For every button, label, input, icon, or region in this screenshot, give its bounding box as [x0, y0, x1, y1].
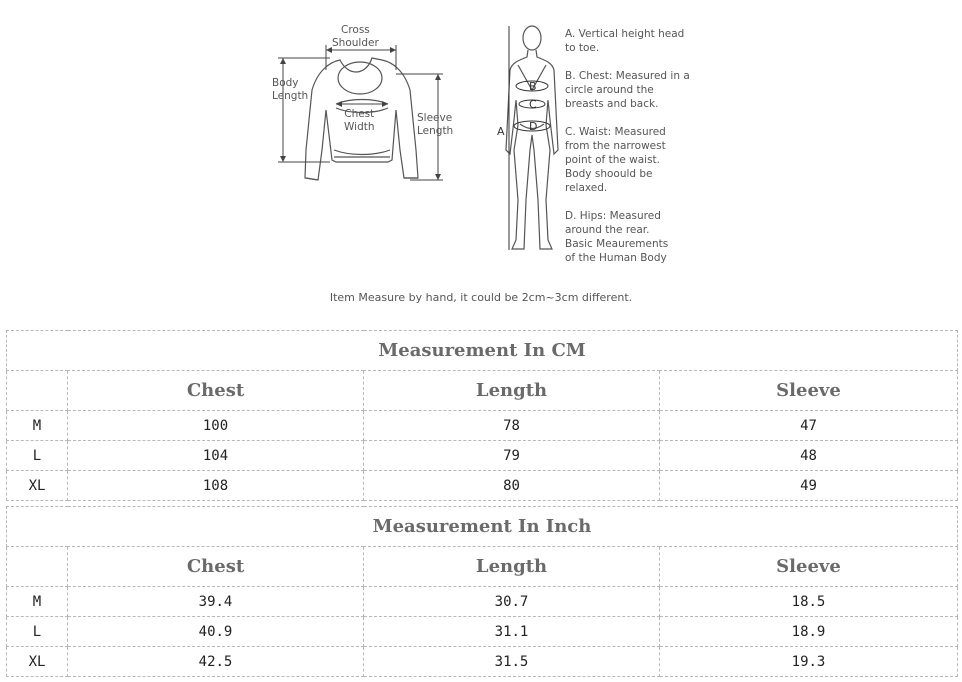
chest-value: 108 [68, 471, 364, 501]
column-header-chest: Chest [68, 371, 364, 411]
column-header-chest: Chest [68, 547, 364, 587]
size-label: M [7, 411, 68, 441]
sleeve-length-label: Sleeve Length [417, 112, 454, 137]
table-corner [7, 547, 68, 587]
length-value: 31.1 [364, 617, 660, 647]
table-row [7, 411, 958, 441]
cross-shoulder-label: Cross Shoulder [332, 24, 379, 49]
measurement-footnote: Item Measure by hand, it could be 2cm~3cm different. [329, 291, 633, 304]
figure-letter-b: B [529, 80, 537, 93]
sleeve-value: 47 [660, 411, 958, 441]
length-value: 80 [364, 471, 660, 501]
body-length-label: Body Length [272, 77, 309, 102]
length-value: 79 [364, 441, 660, 471]
column-header-sleeve: Sleeve [660, 371, 958, 411]
column-header-length: Length [364, 371, 660, 411]
figure-letter-d: D [529, 120, 538, 133]
size-table-cm [6, 330, 958, 501]
table-title: Measurement In CM [7, 331, 958, 371]
chest-value: 39.4 [68, 587, 364, 617]
sleeve-value: 19.3 [660, 647, 958, 677]
table-row [7, 471, 958, 501]
length-value: 31.5 [364, 647, 660, 677]
sleeve-value: 49 [660, 471, 958, 501]
chest-value: 104 [68, 441, 364, 471]
table-corner [7, 371, 68, 411]
table-row [7, 587, 958, 617]
size-label: L [7, 441, 68, 471]
body-figure [506, 26, 558, 249]
size-label: L [7, 617, 68, 647]
chest-value: 42.5 [68, 647, 364, 677]
table-title: Measurement In Inch [7, 507, 958, 547]
measurement-diagram [0, 0, 962, 330]
table-row [7, 441, 958, 471]
size-label: XL [7, 471, 68, 501]
table-row [7, 617, 958, 647]
size-label: XL [7, 647, 68, 677]
figure-letter-c: C [529, 98, 537, 111]
chest-width-label: Chest Width [344, 108, 375, 133]
sleeve-value: 18.5 [660, 587, 958, 617]
figure-letter-a: A [497, 125, 505, 138]
length-value: 78 [364, 411, 660, 441]
size-table-inch [6, 506, 958, 677]
sleeve-value: 48 [660, 441, 958, 471]
column-header-length: Length [364, 547, 660, 587]
column-header-sleeve: Sleeve [660, 547, 958, 587]
length-value: 30.7 [364, 587, 660, 617]
note-chest: B. Chest: Measured in a circle around the breasts and back. [565, 70, 690, 110]
note-hips: D. Hips: Measured around the rear. Basic Meaurements of the Human Body [565, 210, 669, 264]
measurement-notes [565, 27, 705, 279]
diagram-drawing [0, 0, 962, 330]
sleeve-value: 18.9 [660, 617, 958, 647]
size-label: M [7, 587, 68, 617]
note-waist: C. Waist: Measured from the narrowest point of the waist. Body shoould be relaxed. [565, 126, 666, 194]
note-height: A. Vertical height head to toe. [565, 28, 685, 54]
chest-value: 100 [68, 411, 364, 441]
chest-value: 40.9 [68, 617, 364, 647]
table-row [7, 647, 958, 677]
